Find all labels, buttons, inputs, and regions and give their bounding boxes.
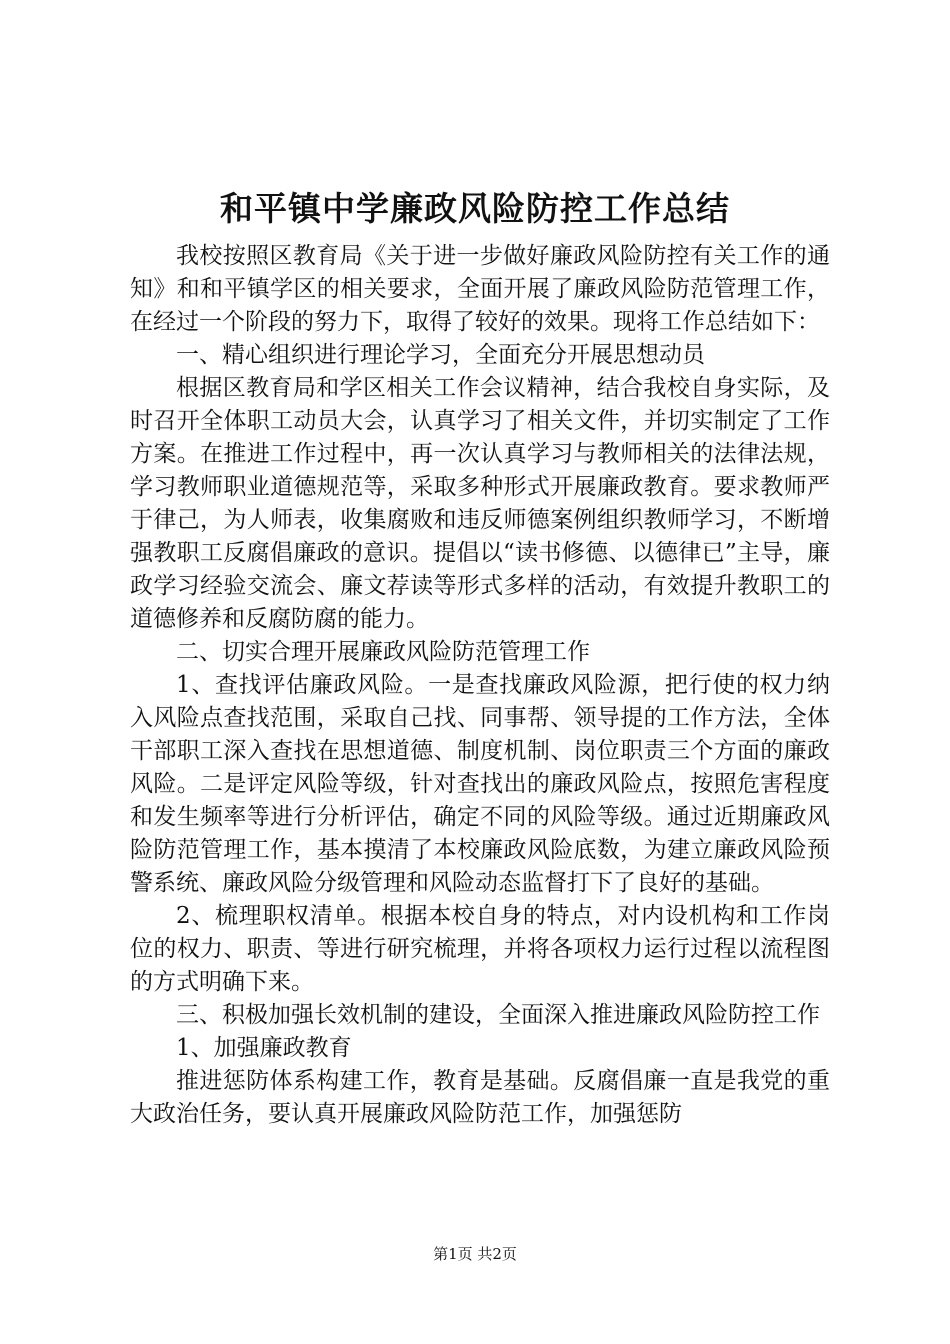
page-number-footer: 第1页 共2页 (433, 1245, 517, 1263)
section-heading-3: 三、积极加强长效机制的建设，全面深入推进廉政风险防控工作 (176, 1002, 820, 1028)
document-body (130, 240, 830, 1131)
paragraph-risk-assessment: 1、查找评估廉政风险。一是查找廉政风险源，把行使的权力纳入风险点查找范围，采取自己找、同事帮、领导提的工作方法，全体干部职工深入查找在思想道德、制度机制、岗位职责三个方面的廉政风险。二是评定风险等级，针对查找出的廉政风险点，按照危害程度和发生频率等进行分析评估，确定不同的风险等级。通过近期廉政风险防范管理工作，基本摸清了本校廉政风险底数，为建立廉政风险预警系统、廉政风险分级管理和风险动态监督打下了良好的基础。 (130, 672, 830, 896)
paragraph-education: 推进惩防体系构建工作，教育是基础。反腐倡廉一直是我党的重大政治任务，要认真开展廉政风险防范工作，加强惩防 (130, 1068, 830, 1127)
paragraph-intro: 我校按照区教育局《关于进一步做好廉政风险防控有关工作的通知》和和平镇学区的相关要求，全面开展了廉政风险防范管理工作，在经过一个阶段的努力下，取得了较好的效果。现将工作总结如下： (130, 243, 830, 335)
section-heading-2: 二、切实合理开展廉政风险防范管理工作 (176, 639, 590, 665)
document-title: 和平镇中学廉政风险防控工作总结 (220, 189, 730, 228)
section-heading-1: 一、精心组织进行理论学习，全面充分开展思想动员 (176, 342, 705, 368)
paragraph-section-1: 根据区教育局和学区相关工作会议精神，结合我校自身实际，及时召开全体职工动员大会，认真学习了相关文件，并切实制定了工作方案。在推进工作过程中，再一次认真学习与教师相关的法律法规，学习教师职业道德规范等，采取多种形式开展廉政教育。要求教师严于律己，为人师表，收集腐败和违反师德案例组织教师学习，不断增强教职工反腐倡廉政的意识。提倡以“读书修德、以德律已”主导，廉政学习经验交流会、廉文荐读等形式多样的活动，有效提升教职工的道德修养和反腐防腐的能力。 (130, 375, 830, 632)
subheading-education: 1、加强廉政教育 (176, 1035, 352, 1061)
paragraph-power-list: 2、梳理职权清单。根据本校自身的特点，对内设机构和工作岗位的权力、职责、等进行研究梳理，并将各项权力运行过程以流程图的方式明确下来。 (130, 903, 830, 995)
